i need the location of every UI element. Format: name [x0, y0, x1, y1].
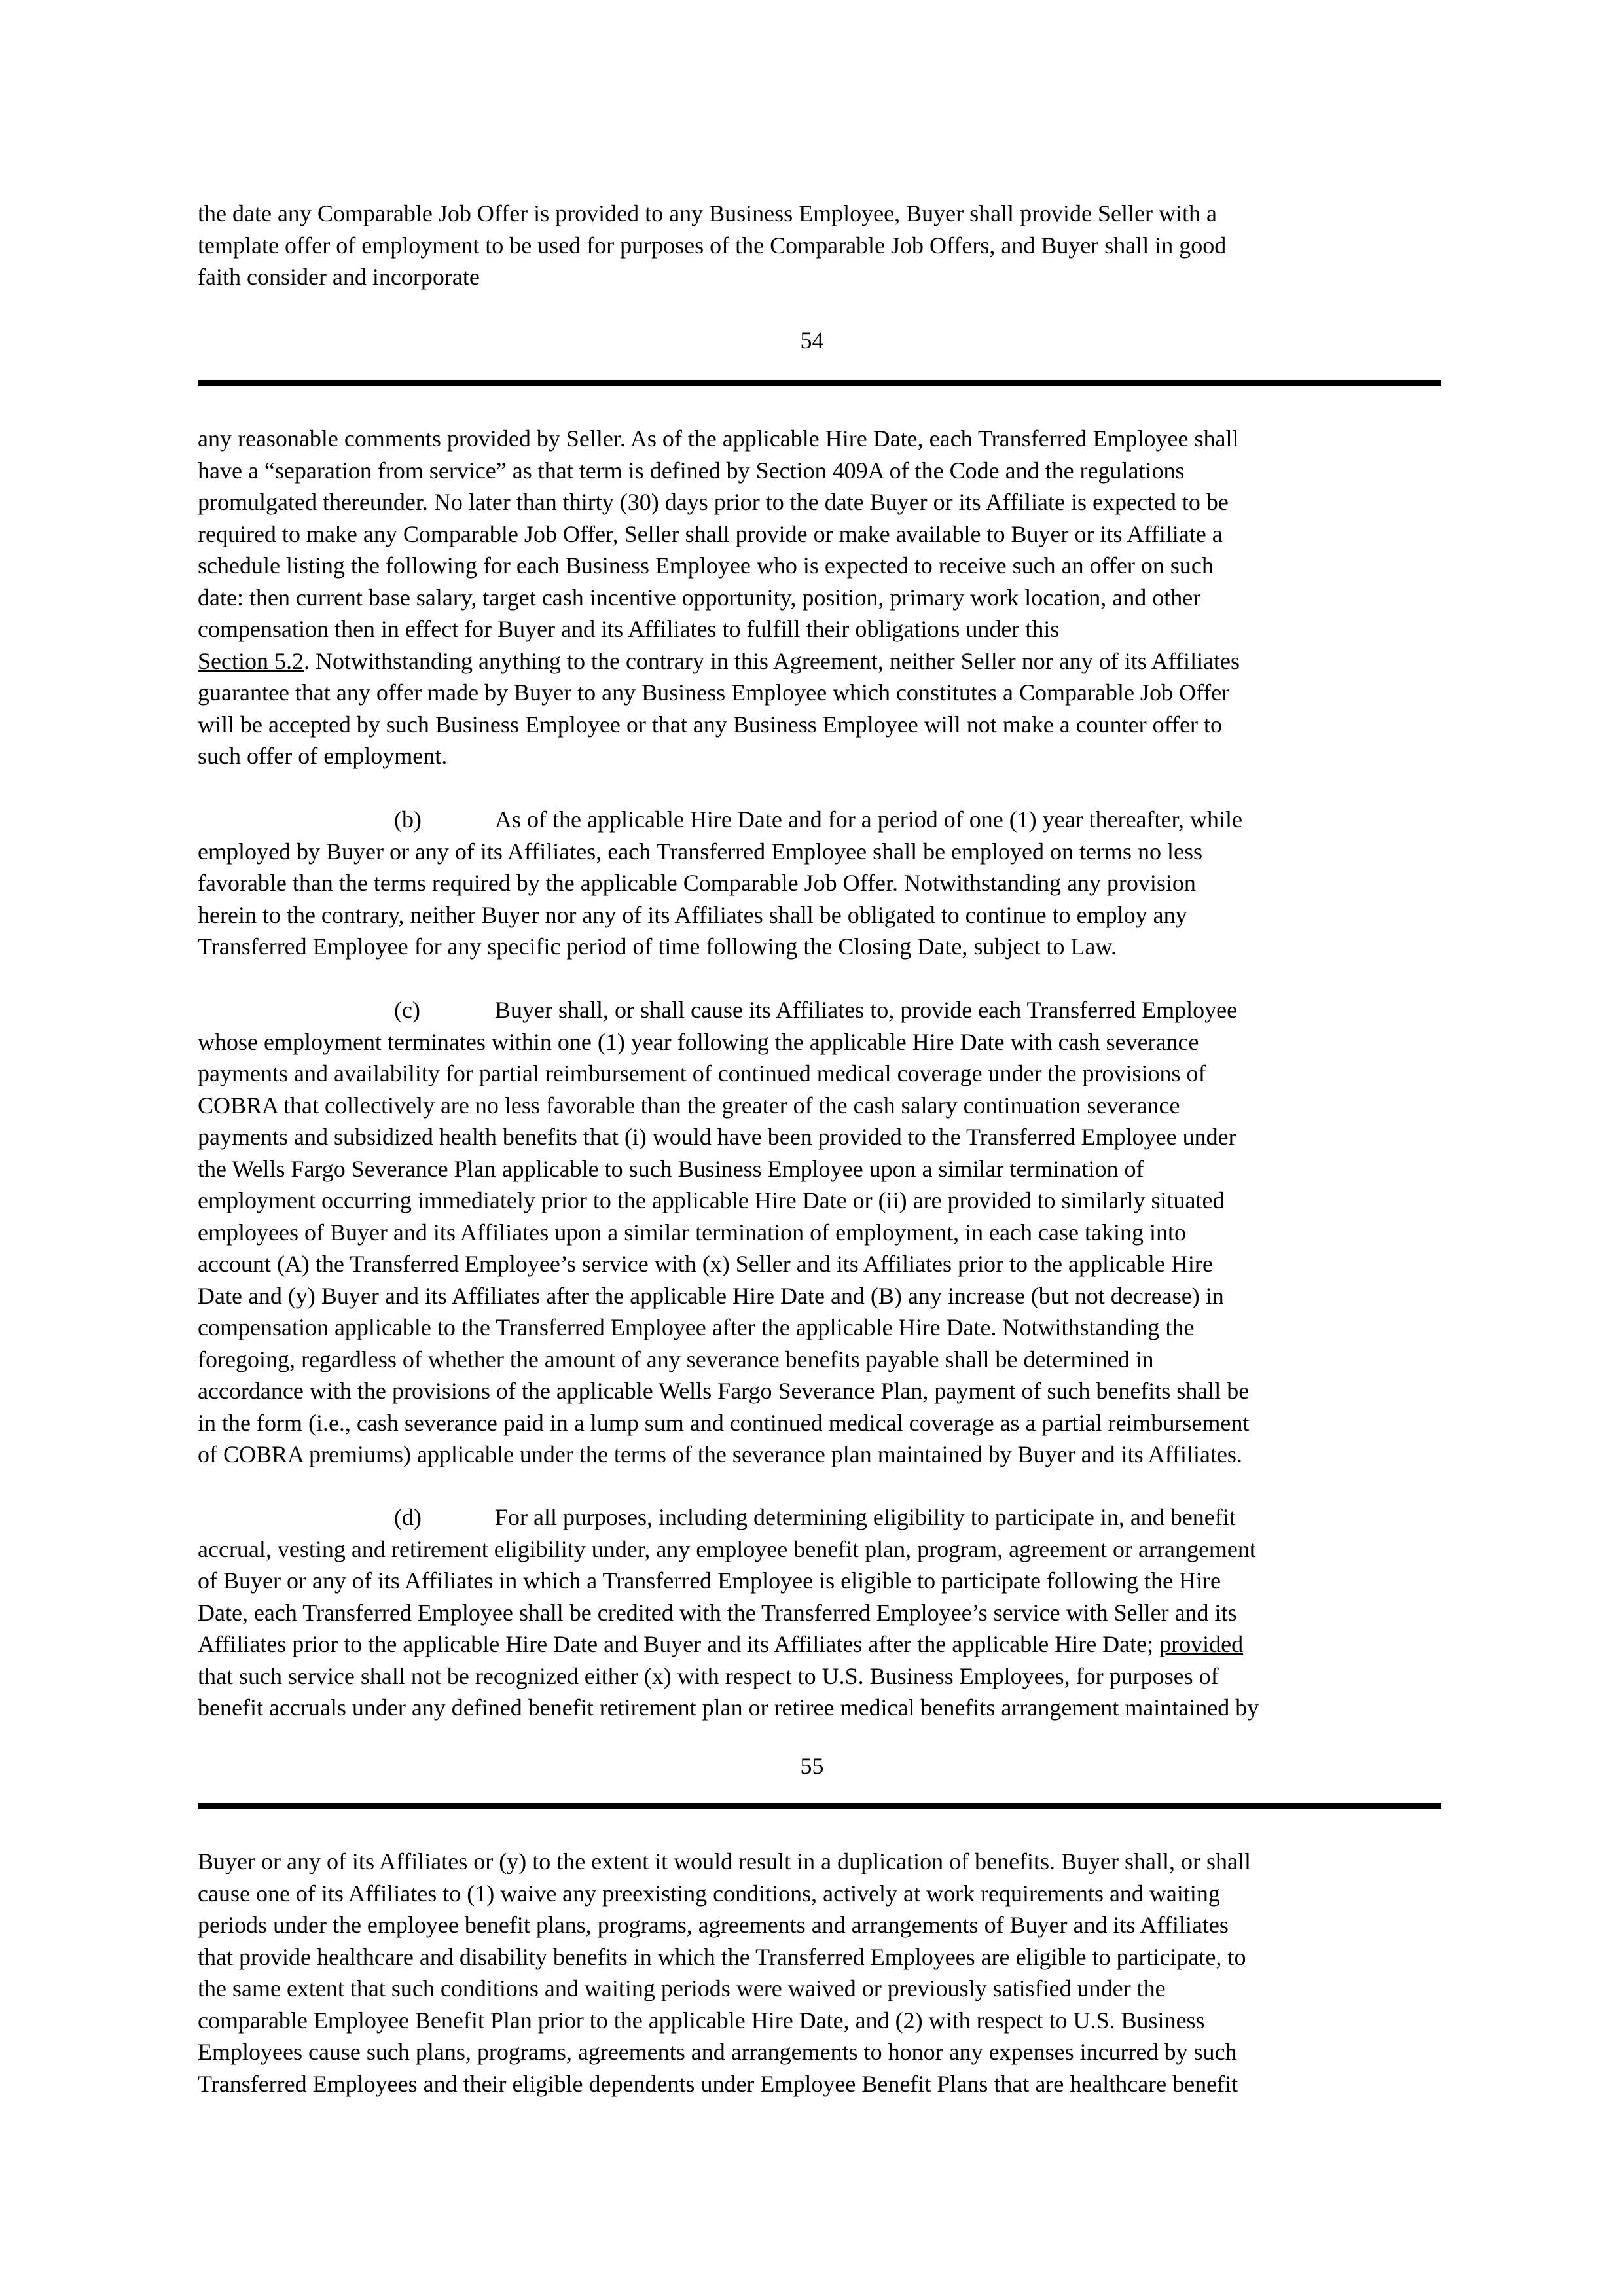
text-line: COBRA that collectively are no less favorable than the greater of the cash salary continuation severance	[198, 1092, 1180, 1119]
text-line	[198, 1628, 1441, 1660]
text-line: Buyer or any of its Affiliates or (y) to the extent it would result in a duplication of benefits. Buyer shall, or shall	[198, 1848, 1251, 1874]
text-line: Transferred Employees and their eligible dependents under Employee Benefit Plans that are healthcare benefit	[198, 2070, 1238, 2097]
paragraph-label: (d)	[394, 1504, 422, 1530]
text-line: favorable than the terms required by the applicable Comparable Job Offer. Notwithstanding any provision	[198, 870, 1196, 896]
text-span: . Notwithstanding anything to the contrary in this Agreement, neither Seller nor any of its Affiliates	[303, 647, 1240, 674]
text-line: schedule listing the following for each Business Employee who is expected to receive such an offer on such	[198, 552, 1214, 579]
text-line	[198, 804, 1441, 836]
text-line: compensation then in effect for Buyer and its Affiliates to fulfill their obligations under this	[198, 616, 1060, 642]
text-line: of Buyer or any of its Affiliates in which a Transferred Employee is eligible to participate following the Hire	[198, 1568, 1221, 1594]
text-line	[198, 994, 1441, 1026]
provided-term: provided	[1159, 1631, 1244, 1657]
text-line: such offer of employment.	[198, 743, 448, 769]
text-line: comparable Employee Benefit Plan prior to the applicable Hire Date, and (2) with respect to U.S. Business	[198, 2007, 1205, 2034]
text-span: For all purposes, including determining eligibility to participate in, and benefit	[495, 1504, 1236, 1530]
text-line: required to make any Comparable Job Offer, Seller shall provide or make available to Buyer or its Affiliate a	[198, 520, 1223, 547]
page-54-tail-paragraph	[198, 198, 1441, 293]
text-line: periods under the employee benefit plans, programs, agreements and arrangements of Buyer and its Affiliates	[198, 1912, 1229, 1938]
text-line	[198, 1501, 1441, 1534]
text-line: Transferred Employee for any specific period of time following the Closing Date, subject to Law.	[198, 933, 1117, 960]
text-span: Buyer shall, or shall cause its Affiliates to, provide each Transferred Employee	[495, 997, 1238, 1023]
text-line: any reasonable comments provided by Seller. As of the applicable Hire Date, each Transferred Employee shall	[198, 425, 1239, 452]
text-line: Date, each Transferred Employee shall be credited with the Transferred Employee’s service with Seller and its	[198, 1599, 1237, 1626]
paragraph-c	[198, 994, 1441, 1471]
page-number-54: 54	[800, 327, 824, 353]
text-line: date: then current base salary, target cash incentive opportunity, position, primary work location, and other	[198, 584, 1201, 611]
page-56-head-paragraph	[198, 1846, 1441, 2100]
text-line: Employees cause such plans, programs, agreements and arrangements to honor any expenses incurred by such	[198, 2039, 1237, 2065]
text-span: As of the applicable Hire Date and for a period of one (1) year thereafter, while	[495, 806, 1243, 833]
text-line: will be accepted by such Business Employee or that any Business Employee will not make a counter offer to	[198, 711, 1222, 738]
text-line: foregoing, regardless of whether the amount of any severance benefits payable shall be determined in	[198, 1346, 1154, 1372]
text-line: Date and (y) Buyer and its Affiliates after the applicable Hire Date and (B) any increase (but not decrease) in	[198, 1282, 1224, 1309]
page-break-rule	[198, 380, 1441, 386]
text-line: payments and subsidized health benefits that (i) would have been provided to the Transferred Employee under	[198, 1124, 1236, 1150]
text-line: in the form (i.e., cash severance paid in a lump sum and continued medical coverage as a partial reimbursement	[198, 1409, 1250, 1436]
text-line: employment occurring immediately prior to the applicable Hire Date or (ii) are provided to similarly situated	[198, 1187, 1225, 1213]
text-line: the same extent that such conditions and waiting periods were waived or previously satisfied under the	[198, 1975, 1166, 2001]
text-line: promulgated thereunder. No later than thirty (30) days prior to the date Buyer or its Affiliate is expected to be	[198, 489, 1229, 515]
text-line: that provide healthcare and disability benefits in which the Transferred Employees are eligible to participate, to	[198, 1943, 1246, 1970]
text-line: cause one of its Affiliates to (1) waive any preexisting conditions, actively at work requirements and waiting	[198, 1880, 1220, 1907]
text-line: template offer of employment to be used for purposes of the Comparable Job Offers, and Buyer shall in good	[198, 232, 1227, 259]
paragraph-b	[198, 804, 1441, 963]
text-line: that such service shall not be recognized either (x) with respect to U.S. Business Employees, for purposes of	[198, 1662, 1219, 1689]
paragraph-label: (b)	[394, 806, 422, 833]
page-number-55: 55	[800, 1753, 824, 1779]
text-line: accrual, vesting and retirement eligibility under, any employee benefit plan, program, agreement or arrangement	[198, 1535, 1256, 1562]
text-line: employees of Buyer and its Affiliates upon a similar termination of employment, in each case taking into	[198, 1219, 1186, 1246]
text-line: of COBRA premiums) applicable under the terms of the severance plan maintained by Buyer and its Affiliates.	[198, 1441, 1242, 1467]
text-line: account (A) the Transferred Employee’s service with (x) Seller and its Affiliates prior to the applicable Hire	[198, 1251, 1213, 1277]
text-line: guarantee that any offer made by Buyer to any Business Employee which constitutes a Comparable Job Offer	[198, 679, 1230, 706]
text-line: the date any Comparable Job Offer is provided to any Business Employee, Buyer shall provide Seller with a	[198, 200, 1217, 226]
paragraph-a-continuation	[198, 423, 1441, 772]
text-line: have a “separation from service” as that term is defined by Section 409A of the Code and the regulations	[198, 457, 1185, 484]
text-line: payments and availability for partial reimbursement of continued medical coverage under the provisions of	[198, 1060, 1206, 1086]
page-break-rule	[198, 1803, 1441, 1809]
section-reference: Section 5.2	[198, 647, 304, 674]
text-line: employed by Buyer or any of its Affiliates, each Transferred Employee shall be employed on terms no less	[198, 838, 1202, 865]
text-line: faith consider and incorporate	[198, 264, 480, 290]
text-line: compensation applicable to the Transferred Employee after the applicable Hire Date. Notwithstanding the	[198, 1314, 1195, 1340]
text-line: the Wells Fargo Severance Plan applicable to such Business Employee upon a similar termination of	[198, 1155, 1144, 1182]
paragraph-label: (c)	[394, 997, 420, 1023]
text-line: herein to the contrary, neither Buyer nor any of its Affiliates shall be obligated to continue to employ any	[198, 901, 1187, 928]
text-line: whose employment terminates within one (1) year following the applicable Hire Date with cash severance	[198, 1028, 1199, 1055]
text-line: accordance with the provisions of the applicable Wells Fargo Severance Plan, payment of such benefits shall be	[198, 1378, 1250, 1404]
text-line	[198, 645, 1441, 677]
text-span: Affiliates prior to the applicable Hire Date and Buyer and its Affiliates after the applicable Hire Date;	[198, 1631, 1160, 1657]
text-line: benefit accruals under any defined benefit retirement plan or retiree medical benefits arrangement maintained by	[198, 1695, 1259, 1721]
paragraph-d	[198, 1501, 1441, 1724]
